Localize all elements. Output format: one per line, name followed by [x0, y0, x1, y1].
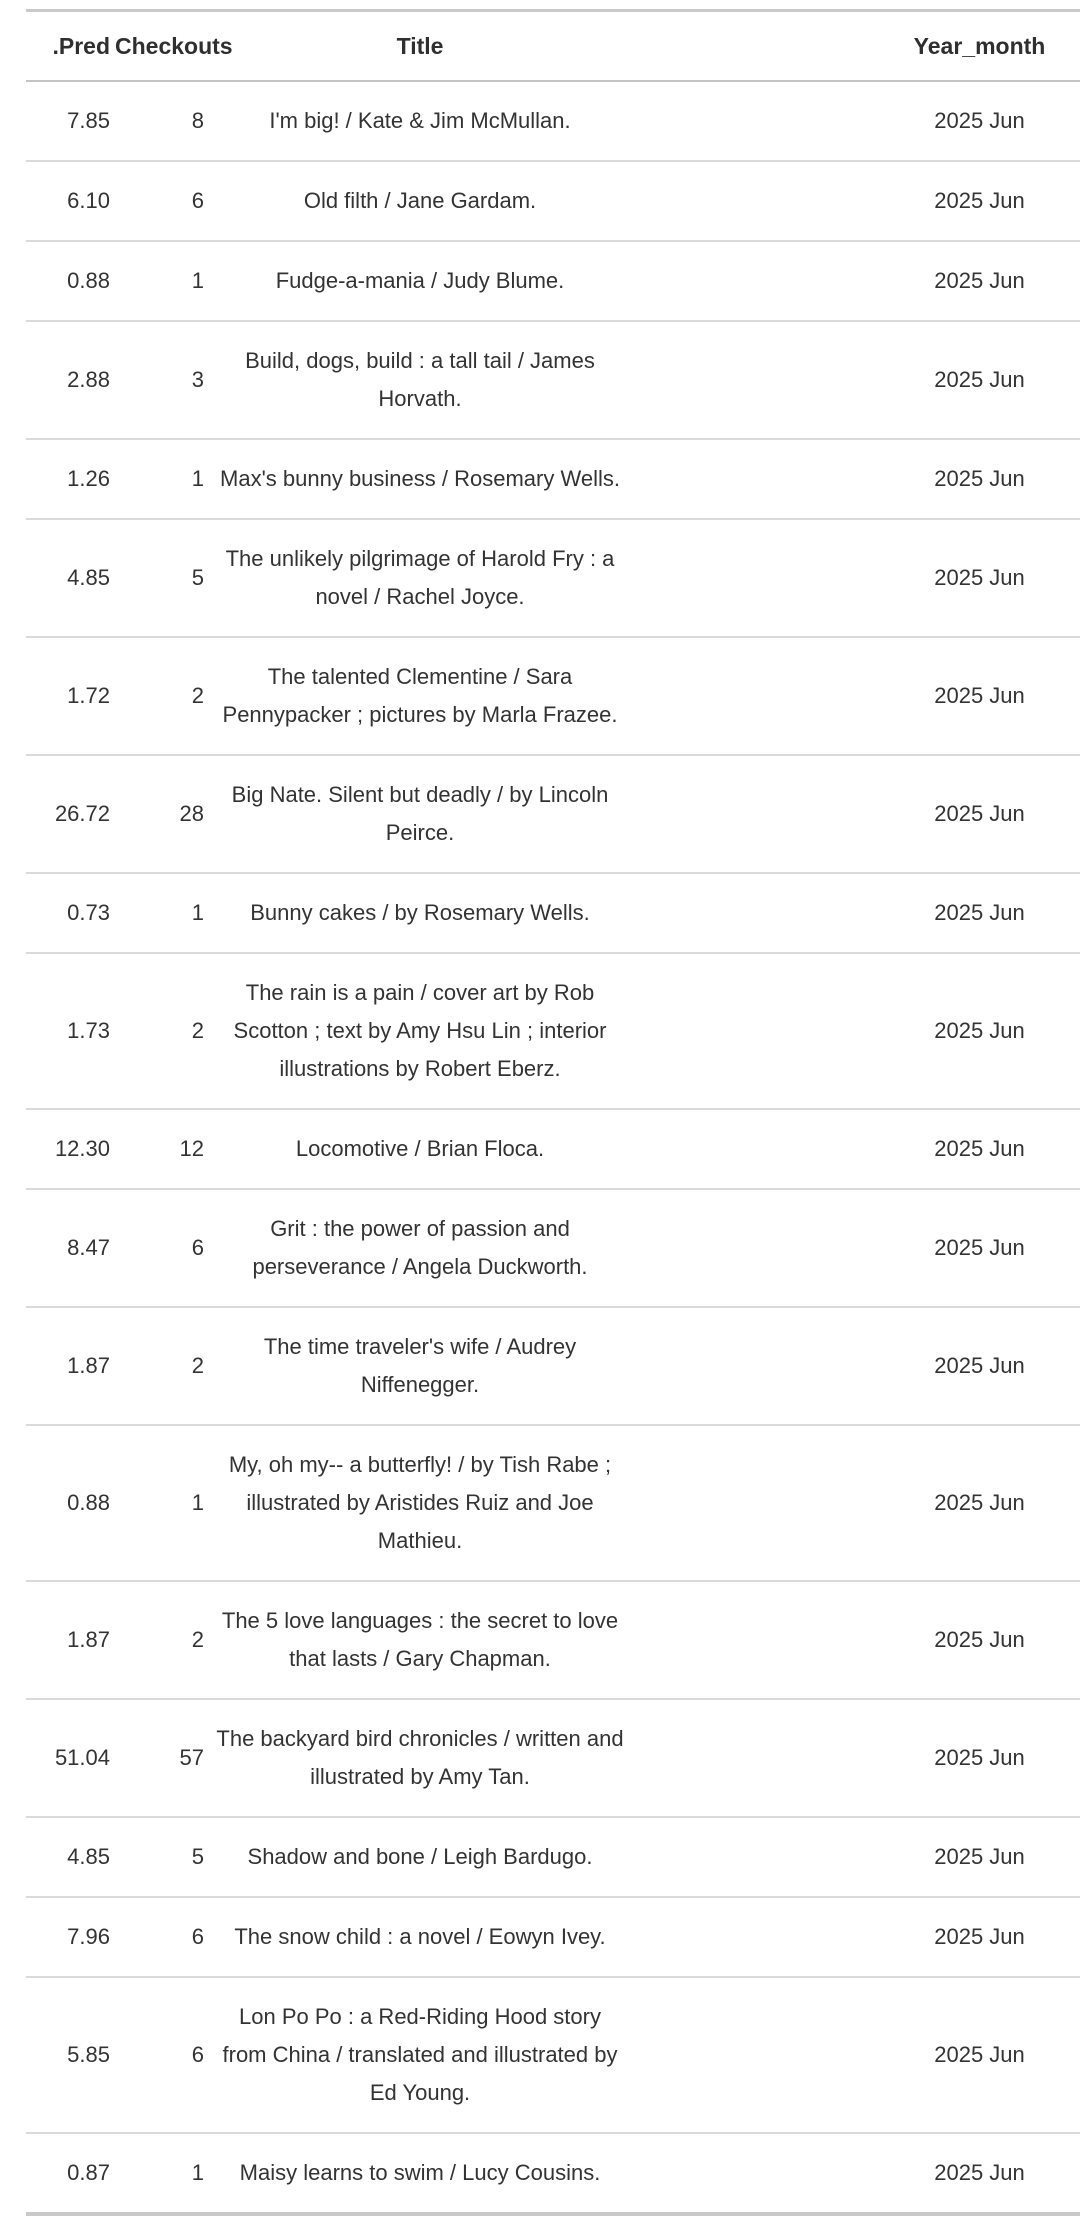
title-cell: Bunny cakes / by Rosemary Wells. [208, 873, 632, 953]
year-month-cell: 2025 Jun [632, 1897, 1080, 1977]
checkouts-cell: 57 [114, 1699, 208, 1817]
year-month-cell: 2025 Jun [632, 1307, 1080, 1425]
pred-cell: 4.85 [26, 1817, 114, 1897]
pred-cell: 0.88 [26, 1425, 114, 1581]
title-cell: Shadow and bone / Leigh Bardugo. [208, 1817, 632, 1897]
pred-cell: 7.85 [67, 108, 110, 133]
pred-cell: 1.87 [26, 1307, 114, 1425]
year-month-cell: 2025 Jun [632, 2133, 1080, 2214]
title-cell: The backyard bird chronicles / written and illustrated by Amy Tan. [208, 1699, 632, 1817]
checkouts-cell: 6 [114, 1189, 208, 1307]
year-month-cell: 2025 Jun [632, 321, 1080, 439]
pred-cell: 8.47 [26, 1189, 114, 1307]
title-cell: The 5 love languages : the secret to love that lasts / Gary Chapman. [208, 1581, 632, 1699]
pred-cell: 5.85 [26, 1977, 114, 2133]
column-header-title: Title [208, 11, 632, 82]
table-row [26, 1425, 1080, 1581]
year-month-cell: 2025 Jun [632, 241, 1080, 321]
table-row [26, 1977, 1080, 2133]
checkouts-cell: 3 [114, 321, 208, 439]
table-row [26, 519, 1080, 637]
table-row [26, 637, 1080, 755]
table-row [26, 1581, 1080, 1699]
title-cell: The talented Clementine / Sara Pennypacker ; pictures by Marla Frazee. [208, 637, 632, 755]
checkouts-cell: 2 [114, 1581, 208, 1699]
column-header-checkouts: Checkouts [114, 11, 208, 82]
title-cell: My, oh my-- a butterfly! / by Tish Rabe ; illustrated by Aristides Ruiz and Joe Mathieu. [208, 1425, 632, 1581]
pred-cell: 51.04 [26, 1699, 114, 1817]
year-month-cell: 2025 Jun [632, 439, 1080, 519]
page [0, 9, 1088, 2216]
header-row [26, 11, 1080, 82]
table-body [26, 81, 1080, 2214]
pred-cell: 1.72 [26, 637, 114, 755]
title-cell: The time traveler's wife / Audrey Niffenegger. [208, 1307, 632, 1425]
checkouts-cell: 2 [114, 953, 208, 1109]
pred-cell: 0.88 [26, 241, 114, 321]
checkouts-cell: 1 [114, 1425, 208, 1581]
pred-cell: 4.85 [26, 519, 114, 637]
table-row [26, 1307, 1080, 1425]
pred-cell: 1.73 [26, 953, 114, 1109]
checkouts-cell: 6 [114, 1897, 208, 1977]
title-cell: The rain is a pain / cover art by Rob Scotton ; text by Amy Hsu Lin ; interior illustrations by Robert Eberz. [208, 953, 632, 1109]
title-cell: Grit : the power of passion and perseverance / Angela Duckworth. [208, 1189, 632, 1307]
pred-cell: 6.10 [26, 161, 114, 241]
table-row [26, 1897, 1080, 1977]
table-row [26, 321, 1080, 439]
table-row [26, 1189, 1080, 1307]
table-row [26, 439, 1080, 519]
checkouts-cell: 1 [114, 439, 208, 519]
title-cell: Build, dogs, build : a tall tail / James Horvath. [208, 321, 632, 439]
title-cell: The snow child : a novel / Eowyn Ivey. [208, 1897, 632, 1977]
pred-cell: 1.87 [26, 1581, 114, 1699]
checkouts-cell: 28 [114, 755, 208, 873]
column-header-year-month: Year_month [632, 11, 1080, 82]
title-cell: Fudge-a-mania / Judy Blume. [208, 241, 632, 321]
year-month-cell: 2025 Jun [632, 519, 1080, 637]
table-row [26, 755, 1080, 873]
checkouts-cell: 8 [191, 108, 204, 133]
predictions-table [26, 9, 1080, 2216]
checkouts-cell: 1 [114, 873, 208, 953]
table-row [26, 1699, 1080, 1817]
checkouts-cell: 2 [114, 1307, 208, 1425]
checkouts-cell: 6 [114, 1977, 208, 2133]
column-header-pred: .Pred [26, 11, 114, 82]
checkouts-cell: 1 [114, 241, 208, 321]
checkouts-cell: 2 [114, 637, 208, 755]
year-month-cell: 2025 Jun [632, 1581, 1080, 1699]
table-row [26, 873, 1080, 953]
pred-cell: 2.88 [26, 321, 114, 439]
pred-cell: 12.30 [26, 1109, 114, 1189]
checkouts-cell: 5 [114, 1817, 208, 1897]
pred-cell: 7.96 [26, 1897, 114, 1977]
year-month-cell: 2025 Jun [632, 1817, 1080, 1897]
year-month-cell: 2025 Jun [632, 1699, 1080, 1817]
title-cell: Old filth / Jane Gardam. [208, 161, 632, 241]
pred-cell: 0.87 [26, 2133, 114, 2214]
year-month-cell: 2025 Jun [632, 161, 1080, 241]
year-month-cell: 2025 Jun [632, 1977, 1080, 2133]
checkouts-cell: 1 [114, 2133, 208, 2214]
table-row [26, 1817, 1080, 1897]
checkouts-cell: 12 [114, 1109, 208, 1189]
title-cell: Locomotive / Brian Floca. [208, 1109, 632, 1189]
year-month-cell: 2025 Jun [632, 873, 1080, 953]
title-cell: Big Nate. Silent but deadly / by Lincoln Peirce. [208, 755, 632, 873]
year-month-cell: 2025 Jun [632, 1189, 1080, 1307]
checkouts-cell: 6 [114, 161, 208, 241]
pred-cell: 26.72 [26, 755, 114, 873]
year-month-cell: 2025 Jun [632, 1109, 1080, 1189]
title-cell: I'm big! / Kate & Jim McMullan. [269, 108, 571, 133]
table-row [26, 161, 1080, 241]
table-row [26, 81, 1080, 161]
year-month-cell: 2025 Jun [632, 755, 1080, 873]
title-cell: Maisy learns to swim / Lucy Cousins. [208, 2133, 632, 2214]
year-month-cell: 2025 Jun [934, 108, 1025, 133]
table-header [26, 11, 1080, 82]
title-cell: The unlikely pilgrimage of Harold Fry : a novel / Rachel Joyce. [208, 519, 632, 637]
table-row [26, 2133, 1080, 2214]
pred-cell: 0.73 [26, 873, 114, 953]
year-month-cell: 2025 Jun [632, 953, 1080, 1109]
pred-cell: 1.26 [26, 439, 114, 519]
year-month-cell: 2025 Jun [632, 1425, 1080, 1581]
title-cell: Max's bunny business / Rosemary Wells. [208, 439, 632, 519]
year-month-cell: 2025 Jun [632, 637, 1080, 755]
title-cell: Lon Po Po : a Red-Riding Hood story from China / translated and illustrated by Ed Young. [208, 1977, 632, 2133]
table-row [26, 953, 1080, 1109]
checkouts-cell: 5 [114, 519, 208, 637]
table-row [26, 1109, 1080, 1189]
table-row [26, 241, 1080, 321]
